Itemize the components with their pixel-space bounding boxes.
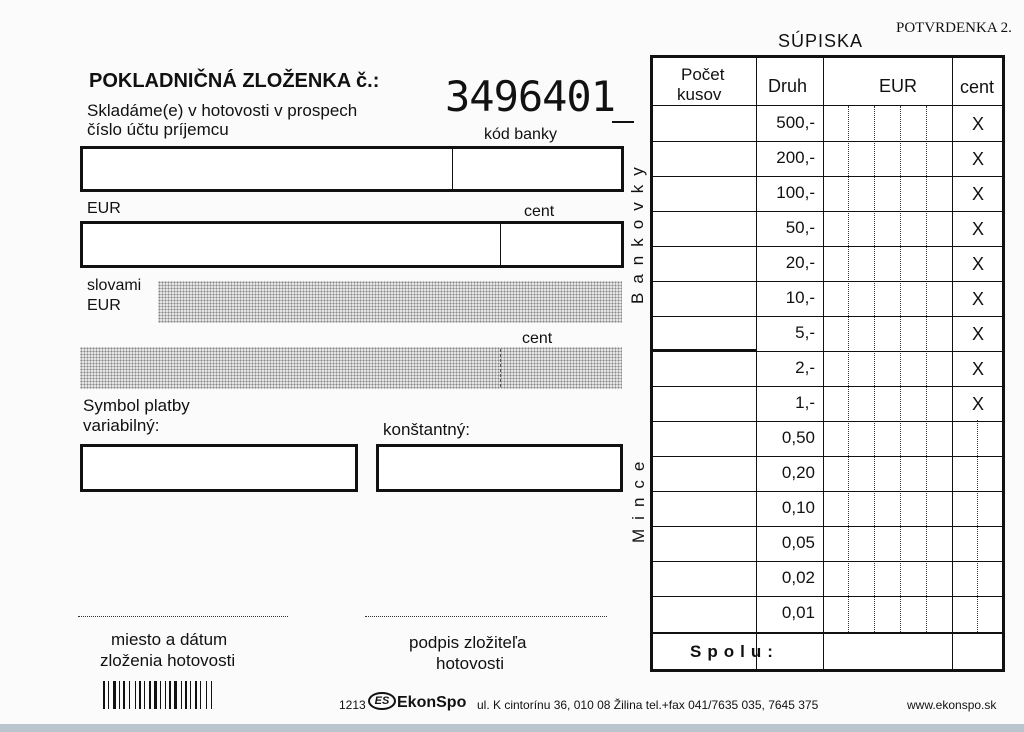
row-line [653,176,1002,177]
col-line [823,57,824,670]
row-line [653,456,1002,457]
form-number-underline [612,121,634,123]
row-line [653,386,1002,387]
words-cent-divider [500,349,501,387]
total-line [653,632,1002,634]
constant-symbol-label: konštantný: [383,420,470,439]
symbol-label: Symbol platby [83,396,190,415]
potvrdenka-label: POTVRDENKA 2. [896,20,1012,36]
amount-in-words-field-2[interactable] [80,347,622,389]
supiska-title: SÚPISKA [778,31,864,51]
place-date-line [78,616,288,617]
barcode-bar [211,681,212,709]
barcode-bar [169,681,171,709]
barcode-bar [144,681,145,709]
footer-website: www.ekonspo.sk [907,698,997,712]
coins-label: Mince [629,452,648,543]
form-title: POKLADNIČNÁ ZLOŽENKA č.: [89,70,380,92]
words-cent-label: cent [522,330,553,347]
col-dot [926,106,927,632]
barcode [103,681,287,709]
col-cent-label: cent [960,77,995,97]
signature-label-2: hotovosti [436,654,505,673]
row-line [653,211,1002,212]
account-number-field[interactable] [80,146,624,192]
footer-code: 1213 [339,698,366,712]
denomination-value: 2,- [795,358,815,377]
row-line [653,316,1002,317]
deposit-line: Skladáme(e) v hotovosti v prospech [87,101,358,120]
row-line [653,141,1002,142]
row-line [653,561,1002,562]
barcode-bar [174,681,177,709]
footer-brand: EkonSpo [397,694,467,711]
barcode-bar [165,681,166,709]
col-dot [900,106,901,632]
banknotes-label: Bankovky [628,158,647,304]
denomination-value: 200,- [776,148,815,167]
signature-label-1: podpis zložiteľa [409,633,527,652]
cent-cross-mark: X [971,394,984,414]
variable-symbol-field[interactable] [80,444,358,492]
barcode-bar [135,681,136,709]
col-type-label: Druh [768,76,808,96]
col-dot [874,106,875,632]
amount-in-words-field[interactable] [158,281,622,323]
barcode-bar [195,681,197,709]
barcode-bar [160,681,161,709]
row-line [653,421,1002,422]
col-count-label-2: kusov [677,85,722,104]
denomination-value: 50,- [785,218,815,237]
denomination-value: 10,- [785,288,815,307]
cent-cross-mark: X [971,184,984,204]
eur-label: EUR [87,200,121,217]
cent-label: cent [524,203,555,220]
col-eur-label: EUR [879,76,918,96]
denomination-value: 0,50 [781,428,815,447]
amount-eur-field[interactable] [80,221,624,268]
ekonspo-logo-icon: ES [368,692,396,710]
bottom-edge [0,724,1024,732]
constant-symbol-field[interactable] [376,444,623,492]
denomination-value: 0,10 [781,498,815,517]
bank-code-label: kód banky [484,126,557,143]
footer-address: ul. K cintorínu 36, 010 08 Žilina tel.+fax 041/7635 035, 7645 375 [477,698,819,712]
barcode-bar [154,681,157,709]
row-line [653,596,1002,597]
cent-cross-mark: X [971,219,984,239]
denomination-value: 0,20 [781,463,815,482]
barcode-bar [181,681,182,709]
barcode-bar [113,681,116,709]
cent-cross-mark: X [971,289,984,309]
row-line [653,246,1002,247]
banknotes-coins-separator [653,349,757,351]
denomination-value: 0,02 [781,568,815,587]
denomination-value: 500,- [776,113,815,132]
row-line [653,526,1002,527]
account-label: číslo účtu príjemcu [87,120,229,139]
denomination-value: 0,01 [781,603,815,622]
variable-symbol-label: variabilný: [83,416,160,435]
row-line [653,491,1002,492]
row-line [653,281,1002,282]
amount-field-divider [500,224,501,265]
barcode-bar [200,681,201,709]
barcode-bar [149,681,151,709]
row-line [653,351,1002,352]
denomination-value: 0,05 [781,533,815,552]
signature-line [365,616,607,617]
denomination-value: 1,- [795,393,815,412]
total-label: Spolu: [690,642,779,661]
cent-cross-mark: X [971,114,984,134]
barcode-bar [108,681,109,709]
words-eur-label: EUR [87,297,121,314]
cent-cross-mark: X [971,359,984,379]
barcode-bar [185,681,187,709]
table-header-line [653,105,1002,106]
barcode-bar [139,681,141,709]
form-number: 3496401 [445,72,616,121]
cent-cross-mark: X [971,254,984,274]
barcode-bar [190,681,191,709]
denomination-value: 5,- [795,323,815,342]
denomination-value: 20,- [785,253,815,272]
cent-cross-mark: X [971,149,984,169]
words-label: slovami [87,277,142,294]
cent-cross-mark: X [971,324,984,344]
denomination-value: 100,- [776,183,815,202]
barcode-bar [103,681,105,709]
col-dot [848,106,849,632]
barcode-bar [119,681,120,709]
place-date-label-2: zloženia hotovosti [100,651,236,670]
barcode-bar [206,681,207,709]
col-count-label-1: Počet [681,65,725,84]
barcode-bar [123,681,125,709]
place-date-label-1: miesto a dátum [111,630,228,649]
barcode-bar [129,681,130,709]
account-field-divider [452,149,453,189]
